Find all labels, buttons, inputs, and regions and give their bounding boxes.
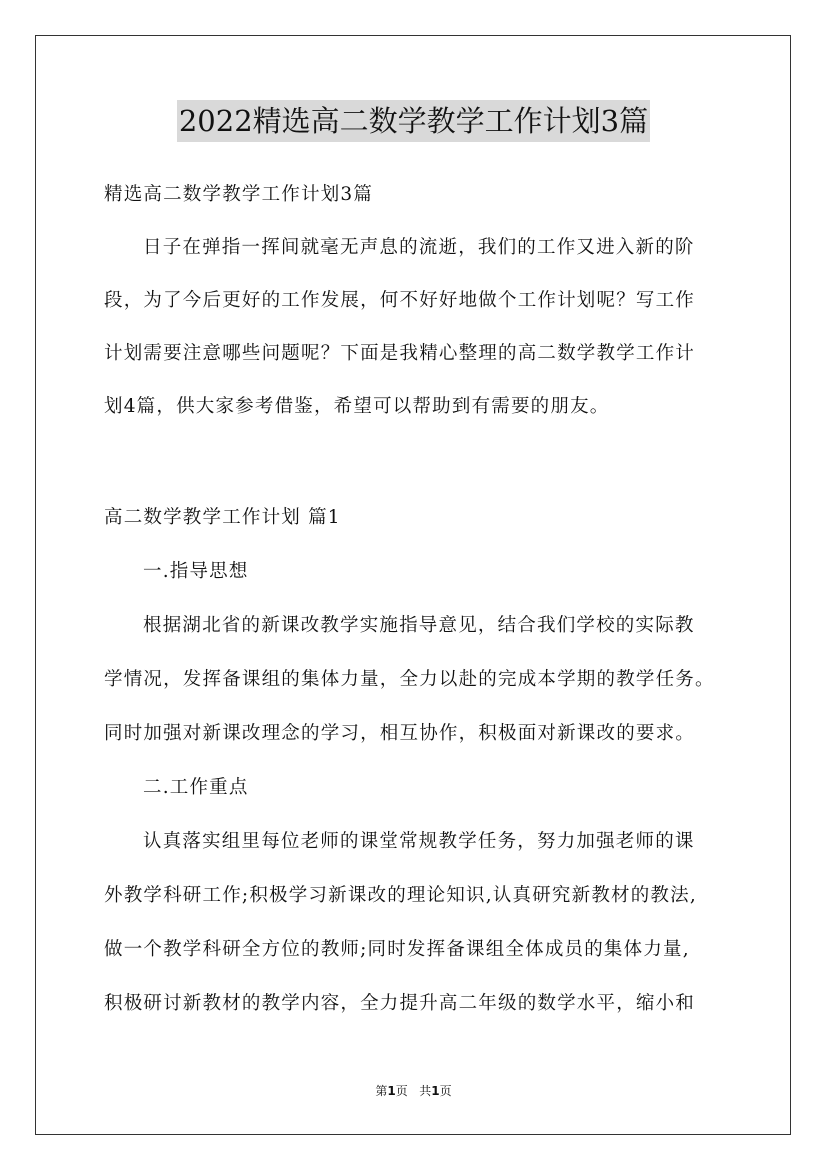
document-title: 2022精选高二数学教学工作计划3篇 — [177, 100, 650, 142]
section-heading: 高二数学教学工作计划 篇1 — [104, 507, 341, 528]
footer-page-suffix: 页 — [395, 1084, 408, 1098]
paragraph-line: 段，为了今后更好的工作发展，何不好好地做个工作计划呢？写工作 — [104, 290, 696, 311]
paragraph-line: 积极研讨新教材的教学内容，全力提升高二年级的数学水平，缩小和 — [104, 993, 696, 1014]
paragraph-line: 划4篇，供大家参考借鉴，希望可以帮助到有需要的朋友。 — [104, 396, 610, 417]
page-footer — [0, 1083, 827, 1099]
footer-total-number: 1 — [431, 1084, 440, 1098]
paragraph-line: 根据湖北省的新课改教学实施指导意见，结合我们学校的实际教 — [143, 615, 695, 636]
paragraph-line: 认真落实组里每位老师的课堂常规教学任务，努力加强老师的课 — [143, 831, 695, 852]
subsection-heading: 二.工作重点 — [143, 777, 249, 798]
paragraph-line: 同时加强对新课改理念的学习，相互协作，积极面对新课改的要求。 — [104, 723, 696, 744]
paragraph-line: 计划需要注意哪些问题呢？下面是我精心整理的高二数学教学工作计 — [104, 343, 696, 364]
footer-total-prefix: 共 — [419, 1084, 432, 1098]
subtitle-line: 精选高二数学教学工作计划3篇 — [104, 184, 374, 205]
footer-total-suffix: 页 — [439, 1084, 452, 1098]
paragraph-line: 外教学科研工作;积极学习新课改的理论知识,认真研究新教材的教法, — [104, 885, 697, 906]
paragraph-line: 学情况，发挥备课组的集体力量，全力以赴的完成本学期的教学任务。 — [104, 669, 715, 690]
paragraph-line: 做一个教学科研全方位的教师;同时发挥备课组全体成员的集体力量, — [104, 939, 690, 960]
footer-page-number: 1 — [387, 1084, 396, 1098]
footer-page-prefix: 第 — [375, 1084, 388, 1098]
title-container — [0, 100, 827, 142]
paragraph-line: 日子在弹指一挥间就毫无声息的流逝，我们的工作又进入新的阶 — [143, 237, 695, 258]
subsection-heading: 一.指导思想 — [143, 561, 249, 582]
